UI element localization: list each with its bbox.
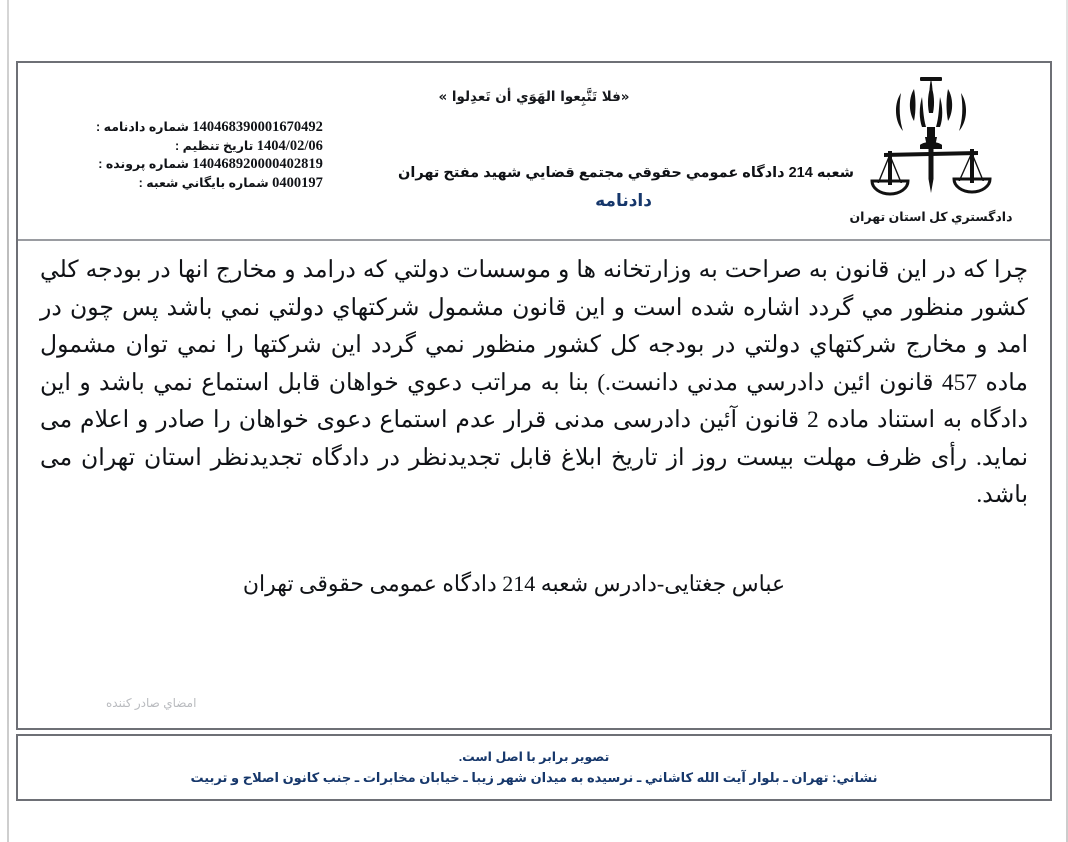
verdict-paragraph: چرا که در این قانون به صراحت به وزارتخانه ها و موسسات دولتي که درامد و مخارج انها در بودجه کلي کشور منظور مي گردد اشاره شده است و این قانون مشمول شرکتهاي دولتي نمي باشد پس چون در امد و مخارج شرکتهاي دولتي در بودجه کل کشور منظور نمي گردد این شرکتها را نمي توان مشمول ماده 457 قانون ائين دادرسي مدني دانست.) بنا به مراتب دعوي خواهان قابل استماع نمي باشد و این دادگاه به استناد ماده 2 قانون آئین دادرسی مدنی قرار عدم استماع دعوی خواهان را صادر و اعلام می نماید. رأی ظرف مهلت بیست روز از تاریخ ابلاغ قابل تجدیدنظر در دادگاه تجدیدنظر استان تهران می باشد. xyxy=(40,257,1029,508)
archive-number-row xyxy=(96,174,323,193)
case-metadata-block xyxy=(96,118,323,192)
case-number-row xyxy=(96,155,323,174)
verdict-number-value: 140468390001670492 xyxy=(192,119,323,135)
issuer-signature-placeholder: امضاي صادر کننده xyxy=(106,696,197,710)
issue-date-row xyxy=(96,137,323,156)
scales-of-justice-icon xyxy=(856,71,1006,211)
archive-number-label: شماره بايگاني شعبه : xyxy=(138,175,269,190)
judge-signature-line: عباس جغتایی-دادرس شعبه 214 دادگاه عمومی حقوقی تهران xyxy=(242,570,786,596)
court-branch-line: شعبه 214 دادگاه عمومي حقوقي مجتمع قضايي شهيد مفتح تهران xyxy=(397,165,854,181)
verdict-number-row xyxy=(96,118,323,137)
emblem-caption: دادگستري کل استان تهران xyxy=(849,210,1013,224)
archive-number-value: 0400197 xyxy=(272,174,323,191)
address-text: نشاني: تهران ـ بلوار آیت الله کاشاني ـ نرسیده به میدان شهر زیبا ـ خیابان مخابرات ـ جنب کانون اصلاح و تربیت xyxy=(190,770,878,785)
page-title: دادنامه xyxy=(595,191,652,210)
issue-date-value: 1404/02/06 xyxy=(256,137,323,154)
quranic-inscription: «فلا تَتَّبِعوا الهَوَي أن تَعدِلوا » xyxy=(438,89,630,105)
judiciary-emblem xyxy=(838,71,1024,224)
certification-text: تصویر برابر با اصل است. xyxy=(458,750,610,764)
case-number-label: شماره پرونده : xyxy=(98,157,189,171)
document-footer xyxy=(16,734,1052,801)
document-body xyxy=(18,241,1050,730)
scan-edge-left xyxy=(7,0,9,842)
verdict-number-label: شماره دادنامه : xyxy=(96,120,189,134)
issue-date-label: تاريخ تنظيم : xyxy=(175,138,254,153)
case-number-value: 140468920000402819 xyxy=(192,156,323,172)
document-frame xyxy=(16,61,1052,730)
document-header xyxy=(18,63,1050,241)
